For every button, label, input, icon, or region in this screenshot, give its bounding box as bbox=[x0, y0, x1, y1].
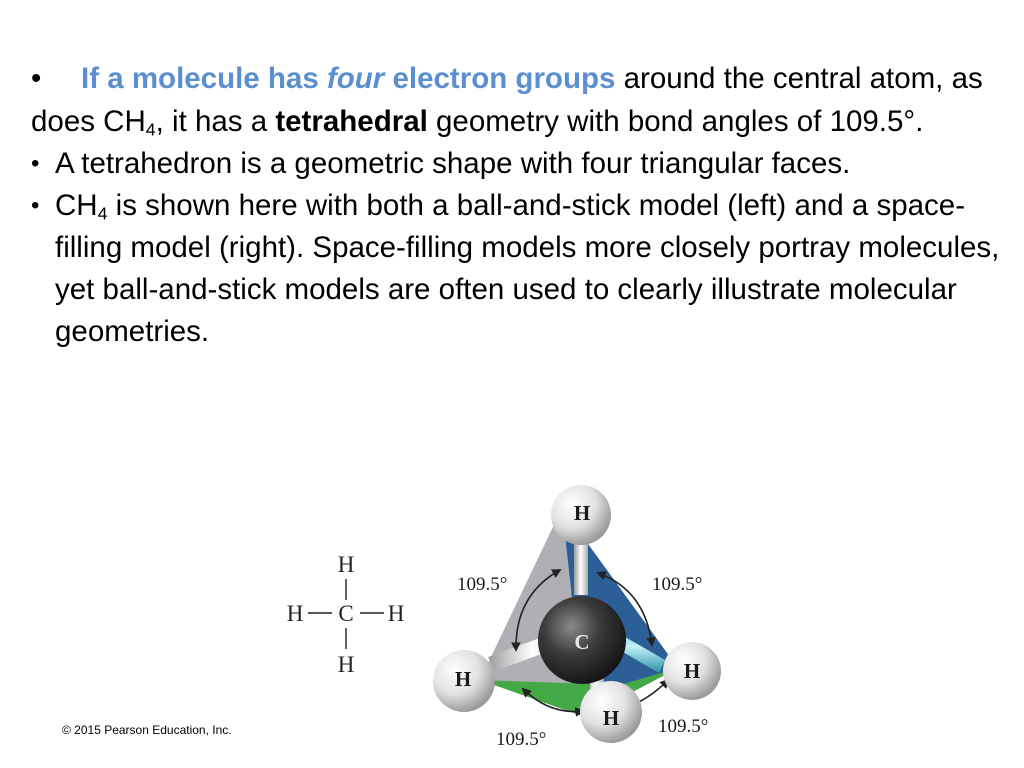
atom-label-c-center: C bbox=[574, 630, 590, 654]
angle-label-bottom-right: 109.5° bbox=[658, 716, 709, 737]
sub-bullet-models: • $CH_4$ is shown here with both a ball-and-stick model (left) and a space-filling model (right). Space-filling models more closely portray molecules, yet ball-and-stick models are often used to clearly illustrate molecular geometries. bbox=[31, 185, 1006, 353]
angle-label-top-left: 109.5° bbox=[457, 574, 508, 595]
lewis-structure bbox=[280, 548, 420, 683]
sub-bullet-text: is shown here with both a ball-and-stick model (left) and a space-filling model (right). Space-filling models more closely portray molecules, yet ball-and-stick models are often used to clearly illustrate molecular geometries. bbox=[55, 189, 1000, 348]
angle-label-top-right: 109.5° bbox=[652, 574, 703, 595]
sub-bullet-tetrahedron bbox=[31, 143, 1006, 185]
lewis-h-bottom: H bbox=[337, 652, 355, 677]
atom-label-h-top: H bbox=[573, 501, 591, 525]
atom-label-h-left: H bbox=[454, 667, 472, 691]
atom-label-h-front: H bbox=[602, 706, 620, 730]
bullet-marker: • bbox=[31, 62, 42, 95]
sub-bullet-text: A tetrahedron is a geometric shape with four triangular faces. bbox=[55, 147, 851, 180]
highlight-text: If a molecule has four electron groups bbox=[81, 62, 616, 95]
slide-text bbox=[31, 57, 1006, 353]
tetrahedral-term: tetrahedral bbox=[275, 105, 428, 138]
bullet-marker: • bbox=[31, 192, 40, 219]
lewis-h-left: H bbox=[286, 601, 304, 626]
atom-label-h-right: H bbox=[683, 659, 701, 683]
lewis-h-right: H bbox=[387, 601, 405, 626]
lewis-c-center: C bbox=[338, 601, 354, 626]
copyright-notice: © 2015 Pearson Education, Inc. bbox=[62, 723, 232, 737]
main-bullet: • If a molecule has four electron groups around the central atom, as does $CH_4$, it has a tetrahedral geometry with bond angles of 109.5°. bbox=[31, 57, 1006, 143]
lewis-h-top: H bbox=[337, 552, 355, 577]
angle-label-bottom-left: 109.5° bbox=[496, 729, 547, 750]
bullet-marker: • bbox=[31, 150, 40, 177]
ball-and-stick-model bbox=[420, 475, 740, 765]
